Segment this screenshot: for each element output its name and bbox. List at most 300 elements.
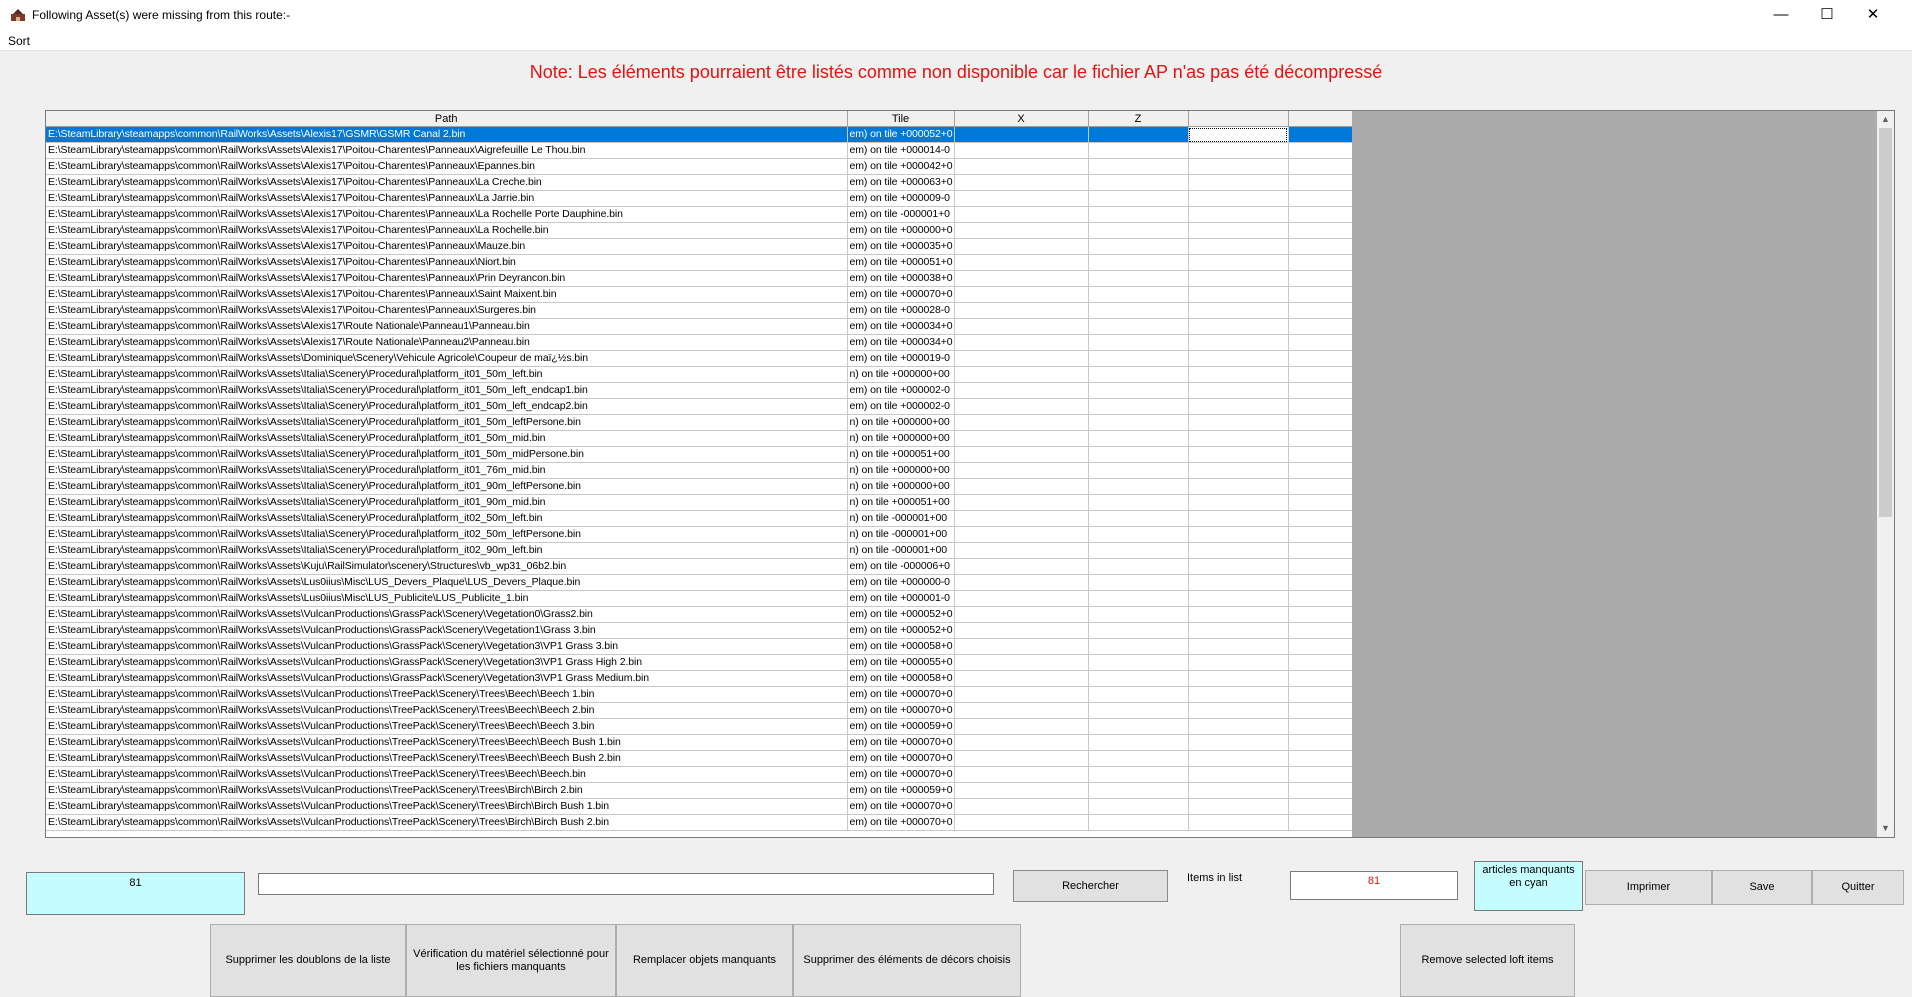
table-row[interactable] [46, 159, 1352, 175]
cell-x [954, 719, 1088, 735]
cell-x [954, 319, 1088, 335]
cell-tile: em) on tile +000070+0 [847, 687, 954, 703]
cell-path: E:\SteamLibrary\steamapps\common\RailWorks\Assets\VulcanProductions\GrassPack\Scenery\Vegetation3\VP1 Grass High 2.bin [46, 655, 847, 671]
cell-z [1088, 191, 1188, 207]
cell-tile: em) on tile +000000+0 [847, 223, 954, 239]
cell-tile: em) on tile +000002-0 [847, 383, 954, 399]
cell-extra [1188, 223, 1288, 239]
cell-tile: em) on tile +000070+0 [847, 703, 954, 719]
cell-extra [1188, 127, 1288, 143]
cell-path: E:\SteamLibrary\steamapps\common\RailWorks\Assets\Italia\Scenery\Procedural\platform_it01_50m_leftPersone.bin [46, 415, 847, 431]
cell-path: E:\SteamLibrary\steamapps\common\RailWorks\Assets\VulcanProductions\TreePack\Scenery\Trees\Beech\Beech 2.bin [46, 703, 847, 719]
cell-extra [1188, 607, 1288, 623]
count-display: 81 [26, 872, 245, 915]
vertical-scrollbar[interactable] [1877, 111, 1894, 837]
cell-x [954, 703, 1088, 719]
cell-path: E:\SteamLibrary\steamapps\common\RailWorks\Assets\Italia\Scenery\Procedural\platform_it01_50m_midPersone.bin [46, 447, 847, 463]
cell-x [954, 479, 1088, 495]
cell-tile: n) on tile +000000+00 [847, 415, 954, 431]
table-row[interactable] [46, 687, 1352, 703]
table-row[interactable] [46, 623, 1352, 639]
cell-z [1088, 479, 1188, 495]
menu-bar [0, 32, 1912, 51]
cell-z [1088, 303, 1188, 319]
table-row[interactable] [46, 143, 1352, 159]
cell-blank [1288, 751, 1352, 767]
table-body [46, 127, 1352, 831]
assets-table [46, 111, 1352, 831]
cell-tile: em) on tile +000034+0 [847, 335, 954, 351]
cell-extra [1188, 319, 1288, 335]
cell-z [1088, 767, 1188, 783]
cell-x [954, 735, 1088, 751]
cell-z [1088, 799, 1188, 815]
cell-extra [1188, 255, 1288, 271]
table-row[interactable] [46, 591, 1352, 607]
cell-path: E:\SteamLibrary\steamapps\common\RailWorks\Assets\Alexis17\Poitou-Charentes\Panneaux\La Rochelle Porte Dauphine.bin [46, 207, 847, 223]
cell-blank [1288, 527, 1352, 543]
cell-blank [1288, 447, 1352, 463]
scroll-down-icon[interactable]: ▼ [1881, 823, 1890, 833]
scroll-up-icon[interactable]: ▲ [1881, 114, 1890, 124]
cell-z [1088, 271, 1188, 287]
cell-x [954, 511, 1088, 527]
column-header-path[interactable]: Path [46, 111, 847, 127]
cell-extra [1188, 463, 1288, 479]
cell-path: E:\SteamLibrary\steamapps\common\RailWorks\Assets\Alexis17\Route Nationale\Panneau1\Panneau.bin [46, 319, 847, 335]
cell-path: E:\SteamLibrary\steamapps\common\RailWorks\Assets\Alexis17\Poitou-Charentes\Panneaux\La Jarrie.bin [46, 191, 847, 207]
cell-x [954, 815, 1088, 831]
cyan-legend: articles manquants en cyan [1474, 861, 1583, 911]
table-row[interactable] [46, 815, 1352, 831]
cell-x [954, 159, 1088, 175]
cell-extra [1188, 399, 1288, 415]
table-row[interactable] [46, 639, 1352, 655]
cell-extra [1188, 191, 1288, 207]
table-row[interactable] [46, 799, 1352, 815]
cell-extra [1188, 287, 1288, 303]
cell-x [954, 143, 1088, 159]
cell-path: E:\SteamLibrary\steamapps\common\RailWorks\Assets\VulcanProductions\GrassPack\Scenery\Vegetation1\Grass 3.bin [46, 623, 847, 639]
table-row[interactable] [46, 671, 1352, 687]
cell-blank [1288, 639, 1352, 655]
cell-tile: em) on tile +000070+0 [847, 815, 954, 831]
cell-extra [1188, 383, 1288, 399]
cell-z [1088, 623, 1188, 639]
cell-blank [1288, 591, 1352, 607]
table-row[interactable] [46, 735, 1352, 751]
close-button[interactable]: ✕ [1866, 6, 1880, 23]
cell-path: E:\SteamLibrary\steamapps\common\RailWorks\Assets\Lus0iius\Misc\LUS_Publicite\LUS_Publicite_1.bin [46, 591, 847, 607]
cell-z [1088, 591, 1188, 607]
cell-z [1088, 463, 1188, 479]
cell-blank [1288, 319, 1352, 335]
cell-z [1088, 335, 1188, 351]
cell-extra [1188, 655, 1288, 671]
cell-path: E:\SteamLibrary\steamapps\common\RailWorks\Assets\Alexis17\Poitou-Charentes\Panneaux\Aigrefeuille Le Thou.bin [46, 143, 847, 159]
cell-extra [1188, 783, 1288, 799]
cell-blank [1288, 671, 1352, 687]
table-row[interactable] [46, 319, 1352, 335]
cell-path: E:\SteamLibrary\steamapps\common\RailWorks\Assets\VulcanProductions\TreePack\Scenery\Trees\Birch\Birch 2.bin [46, 783, 847, 799]
cell-path: E:\SteamLibrary\steamapps\common\RailWorks\Assets\VulcanProductions\TreePack\Scenery\Trees\Beech\Beech 1.bin [46, 687, 847, 703]
cell-tile: n) on tile +000051+00 [847, 447, 954, 463]
menu-sort[interactable]: Sort [8, 34, 31, 48]
cell-extra [1188, 511, 1288, 527]
cell-x [954, 255, 1088, 271]
scrollbar-thumb[interactable] [1879, 128, 1892, 517]
table-row[interactable] [46, 559, 1352, 575]
cell-x [954, 783, 1088, 799]
cell-extra [1188, 751, 1288, 767]
cell-extra [1188, 447, 1288, 463]
cell-path: E:\SteamLibrary\steamapps\common\RailWorks\Assets\Alexis17\Poitou-Charentes\Panneaux\Saint Maixent.bin [46, 287, 847, 303]
cell-blank [1288, 431, 1352, 447]
table-row[interactable] [46, 511, 1352, 527]
cell-tile: n) on tile +000000+00 [847, 431, 954, 447]
remove-loft-button[interactable]: Remove selected loft items [1400, 924, 1575, 997]
cell-blank [1288, 271, 1352, 287]
cell-x [954, 559, 1088, 575]
note-text: Note: Les éléments pourraient être listés comme non disponible car le fichier AP n'as pas été décompressé [529, 62, 1383, 82]
delete-scenery-button[interactable]: Supprimer des éléments de décors choisis [793, 924, 1021, 997]
cell-z [1088, 447, 1188, 463]
cell-x [954, 495, 1088, 511]
column-header-extra[interactable] [1188, 111, 1288, 127]
cell-blank [1288, 767, 1352, 783]
cell-extra [1188, 703, 1288, 719]
table-row[interactable] [46, 543, 1352, 559]
cell-tile: em) on tile +000028-0 [847, 303, 954, 319]
cell-path: E:\SteamLibrary\steamapps\common\RailWorks\Assets\Italia\Scenery\Procedural\platform_it01_50m_mid.bin [46, 431, 847, 447]
table-row[interactable] [46, 767, 1352, 783]
cell-path: E:\SteamLibrary\steamapps\common\RailWorks\Assets\Italia\Scenery\Procedural\platform_it01_50m_left_endcap1.bin [46, 383, 847, 399]
cell-x [954, 447, 1088, 463]
cell-blank [1288, 575, 1352, 591]
cell-tile: em) on tile +000000-0 [847, 575, 954, 591]
cell-blank [1288, 655, 1352, 671]
cell-x [954, 415, 1088, 431]
cell-tile: em) on tile +000052+0 [847, 607, 954, 623]
cell-z [1088, 495, 1188, 511]
cell-tile: em) on tile +000051+0 [847, 255, 954, 271]
cell-path: E:\SteamLibrary\steamapps\common\RailWorks\Assets\VulcanProductions\GrassPack\Scenery\Vegetation3\VP1 Grass 3.bin [46, 639, 847, 655]
cell-path: E:\SteamLibrary\steamapps\common\RailWorks\Assets\Italia\Scenery\Procedural\platform_it01_50m_left_endcap2.bin [46, 399, 847, 415]
table-row[interactable] [46, 463, 1352, 479]
cell-x [954, 335, 1088, 351]
column-header-x[interactable]: X [954, 111, 1088, 127]
cell-extra [1188, 143, 1288, 159]
cell-extra [1188, 559, 1288, 575]
cell-path: E:\SteamLibrary\steamapps\common\RailWorks\Assets\Italia\Scenery\Procedural\platform_it02_50m_leftPersone.bin [46, 527, 847, 543]
table-row[interactable] [46, 479, 1352, 495]
table-row[interactable] [46, 175, 1352, 191]
cell-x [954, 239, 1088, 255]
missing-assets-grid[interactable] [45, 110, 1895, 838]
cell-z [1088, 351, 1188, 367]
cell-extra [1188, 591, 1288, 607]
cell-tile: em) on tile +000042+0 [847, 159, 954, 175]
cell-path: E:\SteamLibrary\steamapps\common\RailWorks\Assets\Alexis17\GSMR\GSMR Canal 2.bin [46, 127, 847, 143]
cell-tile: em) on tile +000002-0 [847, 399, 954, 415]
cell-path: E:\SteamLibrary\steamapps\common\RailWorks\Assets\VulcanProductions\GrassPack\Scenery\Vegetation0\Grass2.bin [46, 607, 847, 623]
cell-extra [1188, 687, 1288, 703]
cell-x [954, 463, 1088, 479]
cell-x [954, 575, 1088, 591]
minimize-button[interactable]: — [1773, 6, 1789, 23]
cell-path: E:\SteamLibrary\steamapps\common\RailWorks\Assets\Italia\Scenery\Procedural\platform_it01_76m_mid.bin [46, 463, 847, 479]
cell-tile: em) on tile -000006+0 [847, 559, 954, 575]
cell-extra [1188, 431, 1288, 447]
cell-z [1088, 783, 1188, 799]
cell-extra [1188, 175, 1288, 191]
cell-z [1088, 671, 1188, 687]
cell-extra [1188, 479, 1288, 495]
cell-tile: em) on tile +000055+0 [847, 655, 954, 671]
table-row[interactable] [46, 575, 1352, 591]
cell-path: E:\SteamLibrary\steamapps\common\RailWorks\Assets\Alexis17\Poitou-Charentes\Panneaux\Prin Deyrancon.bin [46, 271, 847, 287]
cell-z [1088, 383, 1188, 399]
cell-path: E:\SteamLibrary\steamapps\common\RailWorks\Assets\Italia\Scenery\Procedural\platform_it01_50m_left.bin [46, 367, 847, 383]
cell-tile: em) on tile +000001-0 [847, 591, 954, 607]
table-row[interactable] [46, 399, 1352, 415]
cell-x [954, 591, 1088, 607]
cell-blank [1288, 735, 1352, 751]
save-button[interactable] [1712, 870, 1812, 905]
cell-tile: em) on tile +000014-0 [847, 143, 954, 159]
cell-z [1088, 815, 1188, 831]
cell-tile: em) on tile +000038+0 [847, 271, 954, 287]
maximize-button[interactable]: ☐ [1820, 6, 1834, 23]
cell-z [1088, 367, 1188, 383]
cell-z [1088, 143, 1188, 159]
cell-x [954, 223, 1088, 239]
column-header-blank [1288, 111, 1352, 127]
cell-z [1088, 127, 1188, 143]
cell-extra [1188, 799, 1288, 815]
cell-z [1088, 655, 1188, 671]
cell-z [1088, 319, 1188, 335]
cell-tile: em) on tile +000058+0 [847, 671, 954, 687]
cell-x [954, 127, 1088, 143]
cell-extra [1188, 415, 1288, 431]
cell-x [954, 207, 1088, 223]
cell-extra [1188, 815, 1288, 831]
cell-extra [1188, 671, 1288, 687]
verify-selected-button[interactable]: Vérification du matériel sélectionné pour les fichiers manquants [406, 924, 616, 997]
cell-x [954, 671, 1088, 687]
cell-x [954, 543, 1088, 559]
cell-path: E:\SteamLibrary\steamapps\common\RailWorks\Assets\Italia\Scenery\Procedural\platform_it02_90m_left.bin [46, 543, 847, 559]
cell-tile: n) on tile -000001+00 [847, 527, 954, 543]
table-row[interactable] [46, 415, 1352, 431]
cell-path: E:\SteamLibrary\steamapps\common\RailWorks\Assets\VulcanProductions\TreePack\Scenery\Trees\Birch\Birch Bush 2.bin [46, 815, 847, 831]
cell-z [1088, 159, 1188, 175]
cell-x [954, 639, 1088, 655]
cell-blank [1288, 815, 1352, 831]
cell-z [1088, 607, 1188, 623]
cell-blank [1288, 783, 1352, 799]
table-row[interactable] [46, 207, 1352, 223]
cell-z [1088, 239, 1188, 255]
cell-extra [1188, 207, 1288, 223]
table-row[interactable] [46, 287, 1352, 303]
table-row[interactable] [46, 431, 1352, 447]
cell-tile: em) on tile +000059+0 [847, 719, 954, 735]
quit-button[interactable] [1812, 870, 1904, 905]
cell-path: E:\SteamLibrary\steamapps\common\RailWorks\Assets\Alexis17\Poitou-Charentes\Panneaux\Mauze.bin [46, 239, 847, 255]
cell-x [954, 751, 1088, 767]
cell-blank [1288, 703, 1352, 719]
cell-x [954, 623, 1088, 639]
cell-extra [1188, 351, 1288, 367]
cell-blank [1288, 143, 1352, 159]
remove-duplicates-button[interactable]: Supprimer les doublons de la liste [210, 924, 406, 997]
cell-x [954, 527, 1088, 543]
cell-tile: em) on tile +000052+0 [847, 623, 954, 639]
cell-blank [1288, 799, 1352, 815]
cell-blank [1288, 511, 1352, 527]
cell-z [1088, 223, 1188, 239]
cell-path: E:\SteamLibrary\steamapps\common\RailWorks\Assets\Kuju\RailSimulator\scenery\Structures\vb_wp31_06b2.bin [46, 559, 847, 575]
cell-x [954, 607, 1088, 623]
table-row[interactable] [46, 783, 1352, 799]
cell-tile: n) on tile -000001+00 [847, 543, 954, 559]
save-button-label: Save [1749, 881, 1775, 893]
cell-path: E:\SteamLibrary\steamapps\common\RailWorks\Assets\Italia\Scenery\Procedural\platform_it01_90m_leftPersone.bin [46, 479, 847, 495]
cell-blank [1288, 255, 1352, 271]
title-bar [0, 0, 1912, 32]
table-row[interactable] [46, 447, 1352, 463]
cell-blank [1288, 207, 1352, 223]
table-row[interactable] [46, 495, 1352, 511]
cell-path: E:\SteamLibrary\steamapps\common\RailWorks\Assets\Alexis17\Poitou-Charentes\Panneaux\Epannes.bin [46, 159, 847, 175]
cell-tile: n) on tile +000000+00 [847, 479, 954, 495]
grid-body [46, 111, 1352, 837]
cell-tile: em) on tile +000070+0 [847, 767, 954, 783]
cell-blank [1288, 191, 1352, 207]
cell-path: E:\SteamLibrary\steamapps\common\RailWorks\Assets\Alexis17\Poitou-Charentes\Panneaux\Surgeres.bin [46, 303, 847, 319]
table-row[interactable] [46, 191, 1352, 207]
cell-extra [1188, 495, 1288, 511]
cell-z [1088, 255, 1188, 271]
cell-blank [1288, 383, 1352, 399]
column-header-tile[interactable]: Tile [847, 111, 954, 127]
table-row[interactable] [46, 367, 1352, 383]
column-header-z[interactable]: Z [1088, 111, 1188, 127]
table-row[interactable] [46, 351, 1352, 367]
table-row[interactable] [46, 127, 1352, 143]
cell-tile: em) on tile +000059+0 [847, 783, 954, 799]
cell-tile: em) on tile +000070+0 [847, 287, 954, 303]
cell-blank [1288, 351, 1352, 367]
table-row[interactable] [46, 655, 1352, 671]
search-input[interactable] [258, 873, 994, 895]
cell-tile: em) on tile +000052+0 [847, 127, 954, 143]
cell-x [954, 799, 1088, 815]
cell-blank [1288, 543, 1352, 559]
cell-z [1088, 175, 1188, 191]
table-row[interactable] [46, 527, 1352, 543]
cell-blank [1288, 719, 1352, 735]
items-count-field: 81 [1290, 871, 1458, 900]
cell-blank [1288, 239, 1352, 255]
cell-extra [1188, 271, 1288, 287]
cell-z [1088, 735, 1188, 751]
cell-extra [1188, 623, 1288, 639]
cell-tile: em) on tile +000035+0 [847, 239, 954, 255]
cell-path: E:\SteamLibrary\steamapps\common\RailWorks\Assets\Alexis17\Poitou-Charentes\Panneaux\Niort.bin [46, 255, 847, 271]
table-row[interactable] [46, 719, 1352, 735]
cell-tile: em) on tile +000058+0 [847, 639, 954, 655]
cell-tile: em) on tile +000070+0 [847, 799, 954, 815]
replace-missing-button[interactable]: Remplacer objets manquants [616, 924, 793, 997]
cell-blank [1288, 687, 1352, 703]
table-row[interactable] [46, 223, 1352, 239]
cell-tile: em) on tile -000001+0 [847, 207, 954, 223]
table-row[interactable] [46, 271, 1352, 287]
cell-z [1088, 431, 1188, 447]
table-row[interactable] [46, 335, 1352, 351]
cell-extra [1188, 543, 1288, 559]
cell-x [954, 175, 1088, 191]
cell-z [1088, 687, 1188, 703]
search-button[interactable]: Rechercher [1013, 870, 1168, 902]
cell-extra [1188, 239, 1288, 255]
cell-z [1088, 751, 1188, 767]
cell-x [954, 655, 1088, 671]
cell-path: E:\SteamLibrary\steamapps\common\RailWorks\Assets\VulcanProductions\TreePack\Scenery\Trees\Beech\Beech Bush 1.bin [46, 735, 847, 751]
cell-path: E:\SteamLibrary\steamapps\common\RailWorks\Assets\Lus0iius\Misc\LUS_Devers_Plaque\LUS_Devers_Plaque.bin [46, 575, 847, 591]
table-row[interactable] [46, 303, 1352, 319]
cell-z [1088, 511, 1188, 527]
cell-z [1088, 207, 1188, 223]
cell-z [1088, 287, 1188, 303]
table-row[interactable] [46, 383, 1352, 399]
cell-extra [1188, 719, 1288, 735]
cell-path: E:\SteamLibrary\steamapps\common\RailWorks\Assets\VulcanProductions\TreePack\Scenery\Trees\Birch\Birch Bush 1.bin [46, 799, 847, 815]
cell-blank [1288, 159, 1352, 175]
cell-z [1088, 527, 1188, 543]
cell-z [1088, 559, 1188, 575]
cell-blank [1288, 127, 1352, 143]
cell-extra [1188, 335, 1288, 351]
cell-blank [1288, 479, 1352, 495]
cell-path: E:\SteamLibrary\steamapps\common\RailWorks\Assets\VulcanProductions\GrassPack\Scenery\Vegetation3\VP1 Grass Medium.bin [46, 671, 847, 687]
quit-button-label: Quitter [1841, 881, 1875, 893]
cell-path: E:\SteamLibrary\steamapps\common\RailWorks\Assets\Dominique\Scenery\Vehicule Agricole\Coupeur de maï¿½s.bin [46, 351, 847, 367]
app-icon [10, 8, 26, 22]
cell-path: E:\SteamLibrary\steamapps\common\RailWorks\Assets\Alexis17\Poitou-Charentes\Panneaux\La Creche.bin [46, 175, 847, 191]
cell-z [1088, 703, 1188, 719]
cell-blank [1288, 607, 1352, 623]
cell-tile: em) on tile +000019-0 [847, 351, 954, 367]
cell-z [1088, 543, 1188, 559]
cell-path: E:\SteamLibrary\steamapps\common\RailWorks\Assets\Alexis17\Route Nationale\Panneau2\Panneau.bin [46, 335, 847, 351]
table-row[interactable] [46, 751, 1352, 767]
table-row[interactable] [46, 607, 1352, 623]
cell-x [954, 191, 1088, 207]
cell-path: E:\SteamLibrary\steamapps\common\RailWorks\Assets\Italia\Scenery\Procedural\platform_it01_90m_mid.bin [46, 495, 847, 511]
table-row[interactable] [46, 255, 1352, 271]
print-button[interactable]: Imprimer [1585, 870, 1712, 905]
window-title: Following Asset(s) were missing from this route:- [32, 8, 291, 22]
cell-extra [1188, 367, 1288, 383]
cell-x [954, 431, 1088, 447]
table-row[interactable] [46, 239, 1352, 255]
cell-x [954, 767, 1088, 783]
table-row[interactable] [46, 703, 1352, 719]
